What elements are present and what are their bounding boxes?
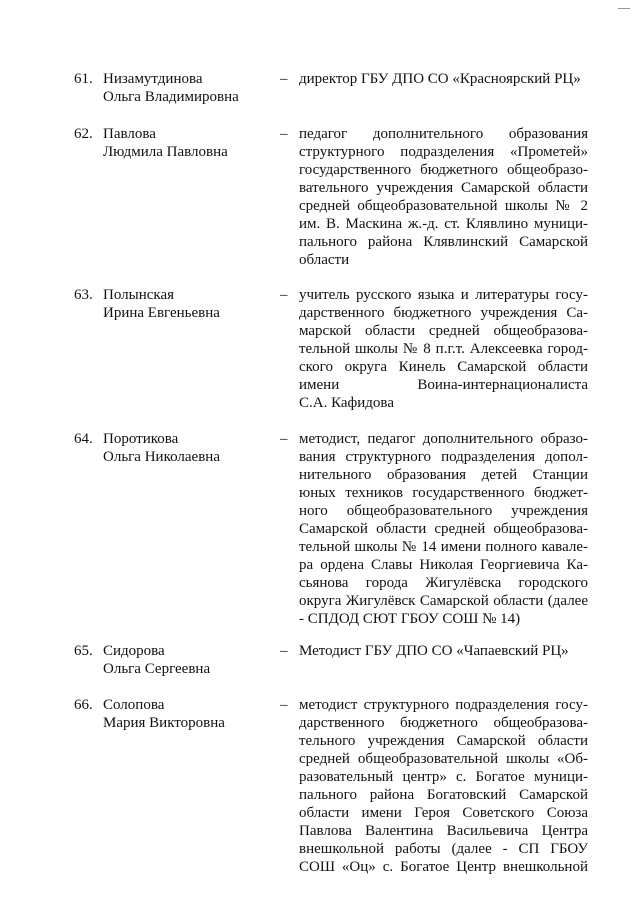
desc-line: пального района Богатовский Самарской (299, 787, 588, 803)
given-names: Людмила Павловна (103, 144, 228, 160)
item-number: 65. (74, 643, 93, 659)
desc-line: тельной школы № 14 имени полного кавале- (299, 539, 588, 555)
given-names: Ирина Евгеньевна (103, 305, 220, 321)
desc-line: С.А. Кафидова (299, 395, 394, 411)
desc-line: методист структурного подразделения госу- (299, 697, 588, 713)
surname: Низамутдинова (103, 71, 203, 87)
desc-line: вания структурного подразделения допол- (299, 449, 588, 465)
desc-line: Павлова Валентина Васильевича Центра (299, 823, 588, 839)
desc-line: вательного учреждения Самарской области (299, 180, 588, 196)
desc-line: педагог дополнительного образования (299, 126, 588, 142)
given-names: Ольга Николаевна (103, 449, 220, 465)
person-name (103, 70, 273, 106)
item-number: 63. (74, 287, 93, 303)
surname: Павлова (103, 126, 156, 142)
given-names: Ольга Владимировна (103, 89, 239, 105)
desc-line: области (299, 252, 350, 268)
position-description (299, 642, 588, 660)
position-description (299, 70, 588, 88)
desc-line: области имени Героя Советского Союза (299, 805, 588, 821)
desc-line: средней общеобразовательной школы № 2 (299, 198, 588, 214)
surname: Сидорова (103, 643, 165, 659)
desc-line: нительного образования детей Станции (299, 467, 588, 483)
desc-line: разовательный центр» с. Богатое муници- (299, 769, 588, 785)
desc-line: юных техников государственного бюджет- (299, 485, 588, 501)
person-name (103, 430, 273, 466)
item-number: 61. (74, 71, 93, 87)
position-description (299, 286, 588, 412)
dash: – (280, 431, 288, 447)
surname: Полынская (103, 287, 175, 303)
position-description (299, 125, 588, 269)
desc-line: им. В. Маскина ж.-д. ст. Клявлино муници- (299, 216, 588, 232)
desc-line: ного общеобразовательного учреждения (299, 503, 588, 519)
desc-line: методист, педагог дополнительного образо- (299, 431, 588, 447)
desc-line: - СПДОД СЮТ ГБОУ СОШ № 14) (299, 611, 521, 627)
position-description (299, 430, 588, 628)
given-names: Ольга Сергеевна (103, 661, 211, 677)
person-name (103, 125, 273, 161)
surname: Солопова (103, 697, 165, 713)
desc-line: директор ГБУ ДПО СО «Красноярский РЦ» (299, 71, 581, 87)
desc-line: ра ордена Славы Николая Георгиевича Ка- (299, 557, 588, 573)
desc-line: Самарской области средней общеобразова- (299, 521, 588, 537)
desc-line: пального района Клявлинский Самарской (299, 234, 588, 250)
desc-line: округа Жигулёвск Самарской области (далее (299, 593, 588, 609)
item-number: 64. (74, 431, 93, 447)
dash: – (280, 287, 288, 303)
desc-line: дарственного бюджетного учреждения Са- (299, 305, 588, 321)
desc-line: структурного подразделения «Прометей» (299, 144, 588, 160)
scan-mark (618, 8, 630, 9)
desc-line: сьянова города Жигулёвска городского (299, 575, 588, 591)
desc-line: марской области средней общеобразова- (299, 323, 588, 339)
desc-line: Методист ГБУ ДПО СО «Чапаевский РЦ» (299, 643, 569, 659)
item-number: 66. (74, 697, 93, 713)
desc-line: ского округа Кинель Самарской области (299, 359, 588, 375)
dash: – (280, 697, 288, 713)
desc-line: средней общеобразовательной школы «Об- (299, 751, 588, 767)
position-description (299, 696, 588, 876)
desc-line: дарственного бюджетного общеобразова- (299, 715, 588, 731)
person-name (103, 286, 273, 322)
desc-line: СОШ «Оц» с. Богатое Центр внешкольной (299, 859, 588, 875)
desc-line: учитель русского языка и литературы госу- (299, 287, 588, 303)
item-number: 62. (74, 126, 93, 142)
dash: – (280, 126, 288, 142)
person-name (103, 696, 273, 732)
dash: – (280, 71, 288, 87)
desc-line: тельной школы № 8 п.г.т. Алексеевка город- (299, 341, 588, 357)
desc-line: внешкольной работы (далее - СП ГБОУ (299, 841, 588, 857)
given-names: Мария Викторовна (103, 715, 225, 731)
desc-line: государственного бюджетного общеобразо- (299, 162, 588, 178)
dash: – (280, 643, 288, 659)
desc-line: имени Воина-интернационалиста (299, 377, 588, 393)
person-name (103, 642, 273, 678)
desc-line: тельного учреждения Самарской области (299, 733, 588, 749)
surname: Поротикова (103, 431, 179, 447)
